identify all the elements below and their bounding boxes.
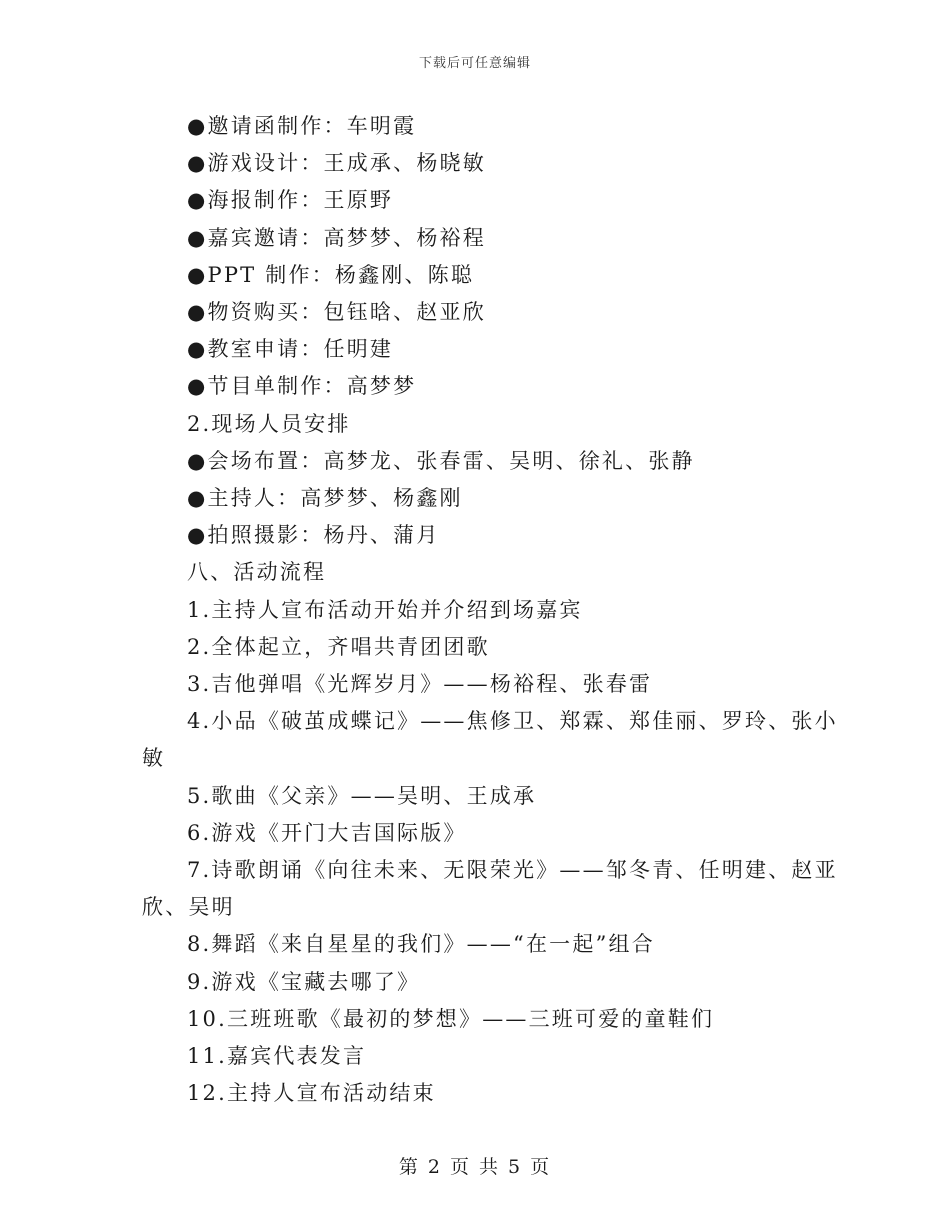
flow-item-5: 5.歌曲《父亲》——吴明、王成承 <box>187 783 537 808</box>
assignment-poster: ●海报制作：王原野 <box>187 188 394 213</box>
flow-item-4-continued: 敏 <box>142 746 166 771</box>
flow-item-1: 1.主持人宣布活动开始并介绍到场嘉宾 <box>187 597 583 622</box>
assignment-photography: ●拍照摄影：杨丹、蒲月 <box>187 523 440 548</box>
flow-item-12: 12.主持人宣布活动结束 <box>187 1081 436 1106</box>
assignment-venue-setup: ●会场布置：高梦龙、张春雷、吴明、徐礼、张静 <box>187 448 695 473</box>
flow-item-9: 9.游戏《宝藏去哪了》 <box>187 969 421 994</box>
flow-item-10: 10.三班班歌《最初的梦想》——三班可爱的童鞋们 <box>187 1006 715 1031</box>
flow-item-4: 4.小品《破茧成蝶记》——焦修卫、郑霖、郑佳丽、罗玲、张小 <box>187 709 838 734</box>
page-header: 下载后可任意编辑 <box>418 56 531 71</box>
assignment-game-design: ●游戏设计：王成承、杨晓敏 <box>187 151 486 176</box>
flow-item-3: 3.吉他弹唱《光辉岁月》——杨裕程、张春雷 <box>187 672 653 697</box>
document-body <box>142 108 838 1112</box>
assignment-guest-invite: ●嘉宾邀请：高梦梦、杨裕程 <box>187 225 486 250</box>
assignment-program-list: ●节目单制作：高梦梦 <box>187 374 417 399</box>
assignment-ppt: ●PPT 制作：杨鑫刚、陈聪 <box>187 262 475 287</box>
assignment-classroom: ●教室申请：任明建 <box>187 337 394 362</box>
flow-item-7: 7.诗歌朗诵《向往未来、无限荣光》——邹冬青、任明建、赵亚 <box>187 858 838 883</box>
assignment-purchasing: ●物资购买：包钰晗、赵亚欣 <box>187 300 486 325</box>
flow-item-11: 11.嘉宾代表发言 <box>187 1044 367 1069</box>
flow-item-8: 8.舞蹈《来自星星的我们》——“在一起”组合 <box>187 932 655 957</box>
flow-item-7-continued: 欣、吴明 <box>142 895 235 920</box>
flow-item-6: 6.游戏《开门大吉国际版》 <box>187 820 467 845</box>
assignment-hosts: ●主持人：高梦梦、杨鑫刚 <box>187 486 463 511</box>
flow-item-2: 2.全体起立，齐唱共青团团歌 <box>187 634 490 659</box>
section-heading-activity-flow: 八、活动流程 <box>187 560 327 585</box>
page-footer: 第 2 页 共 5 页 <box>398 1156 552 1178</box>
assignment-invitation: ●邀请函制作：车明霞 <box>187 114 417 138</box>
section-heading-onsite-staff: 2.现场人员安排 <box>187 411 351 436</box>
